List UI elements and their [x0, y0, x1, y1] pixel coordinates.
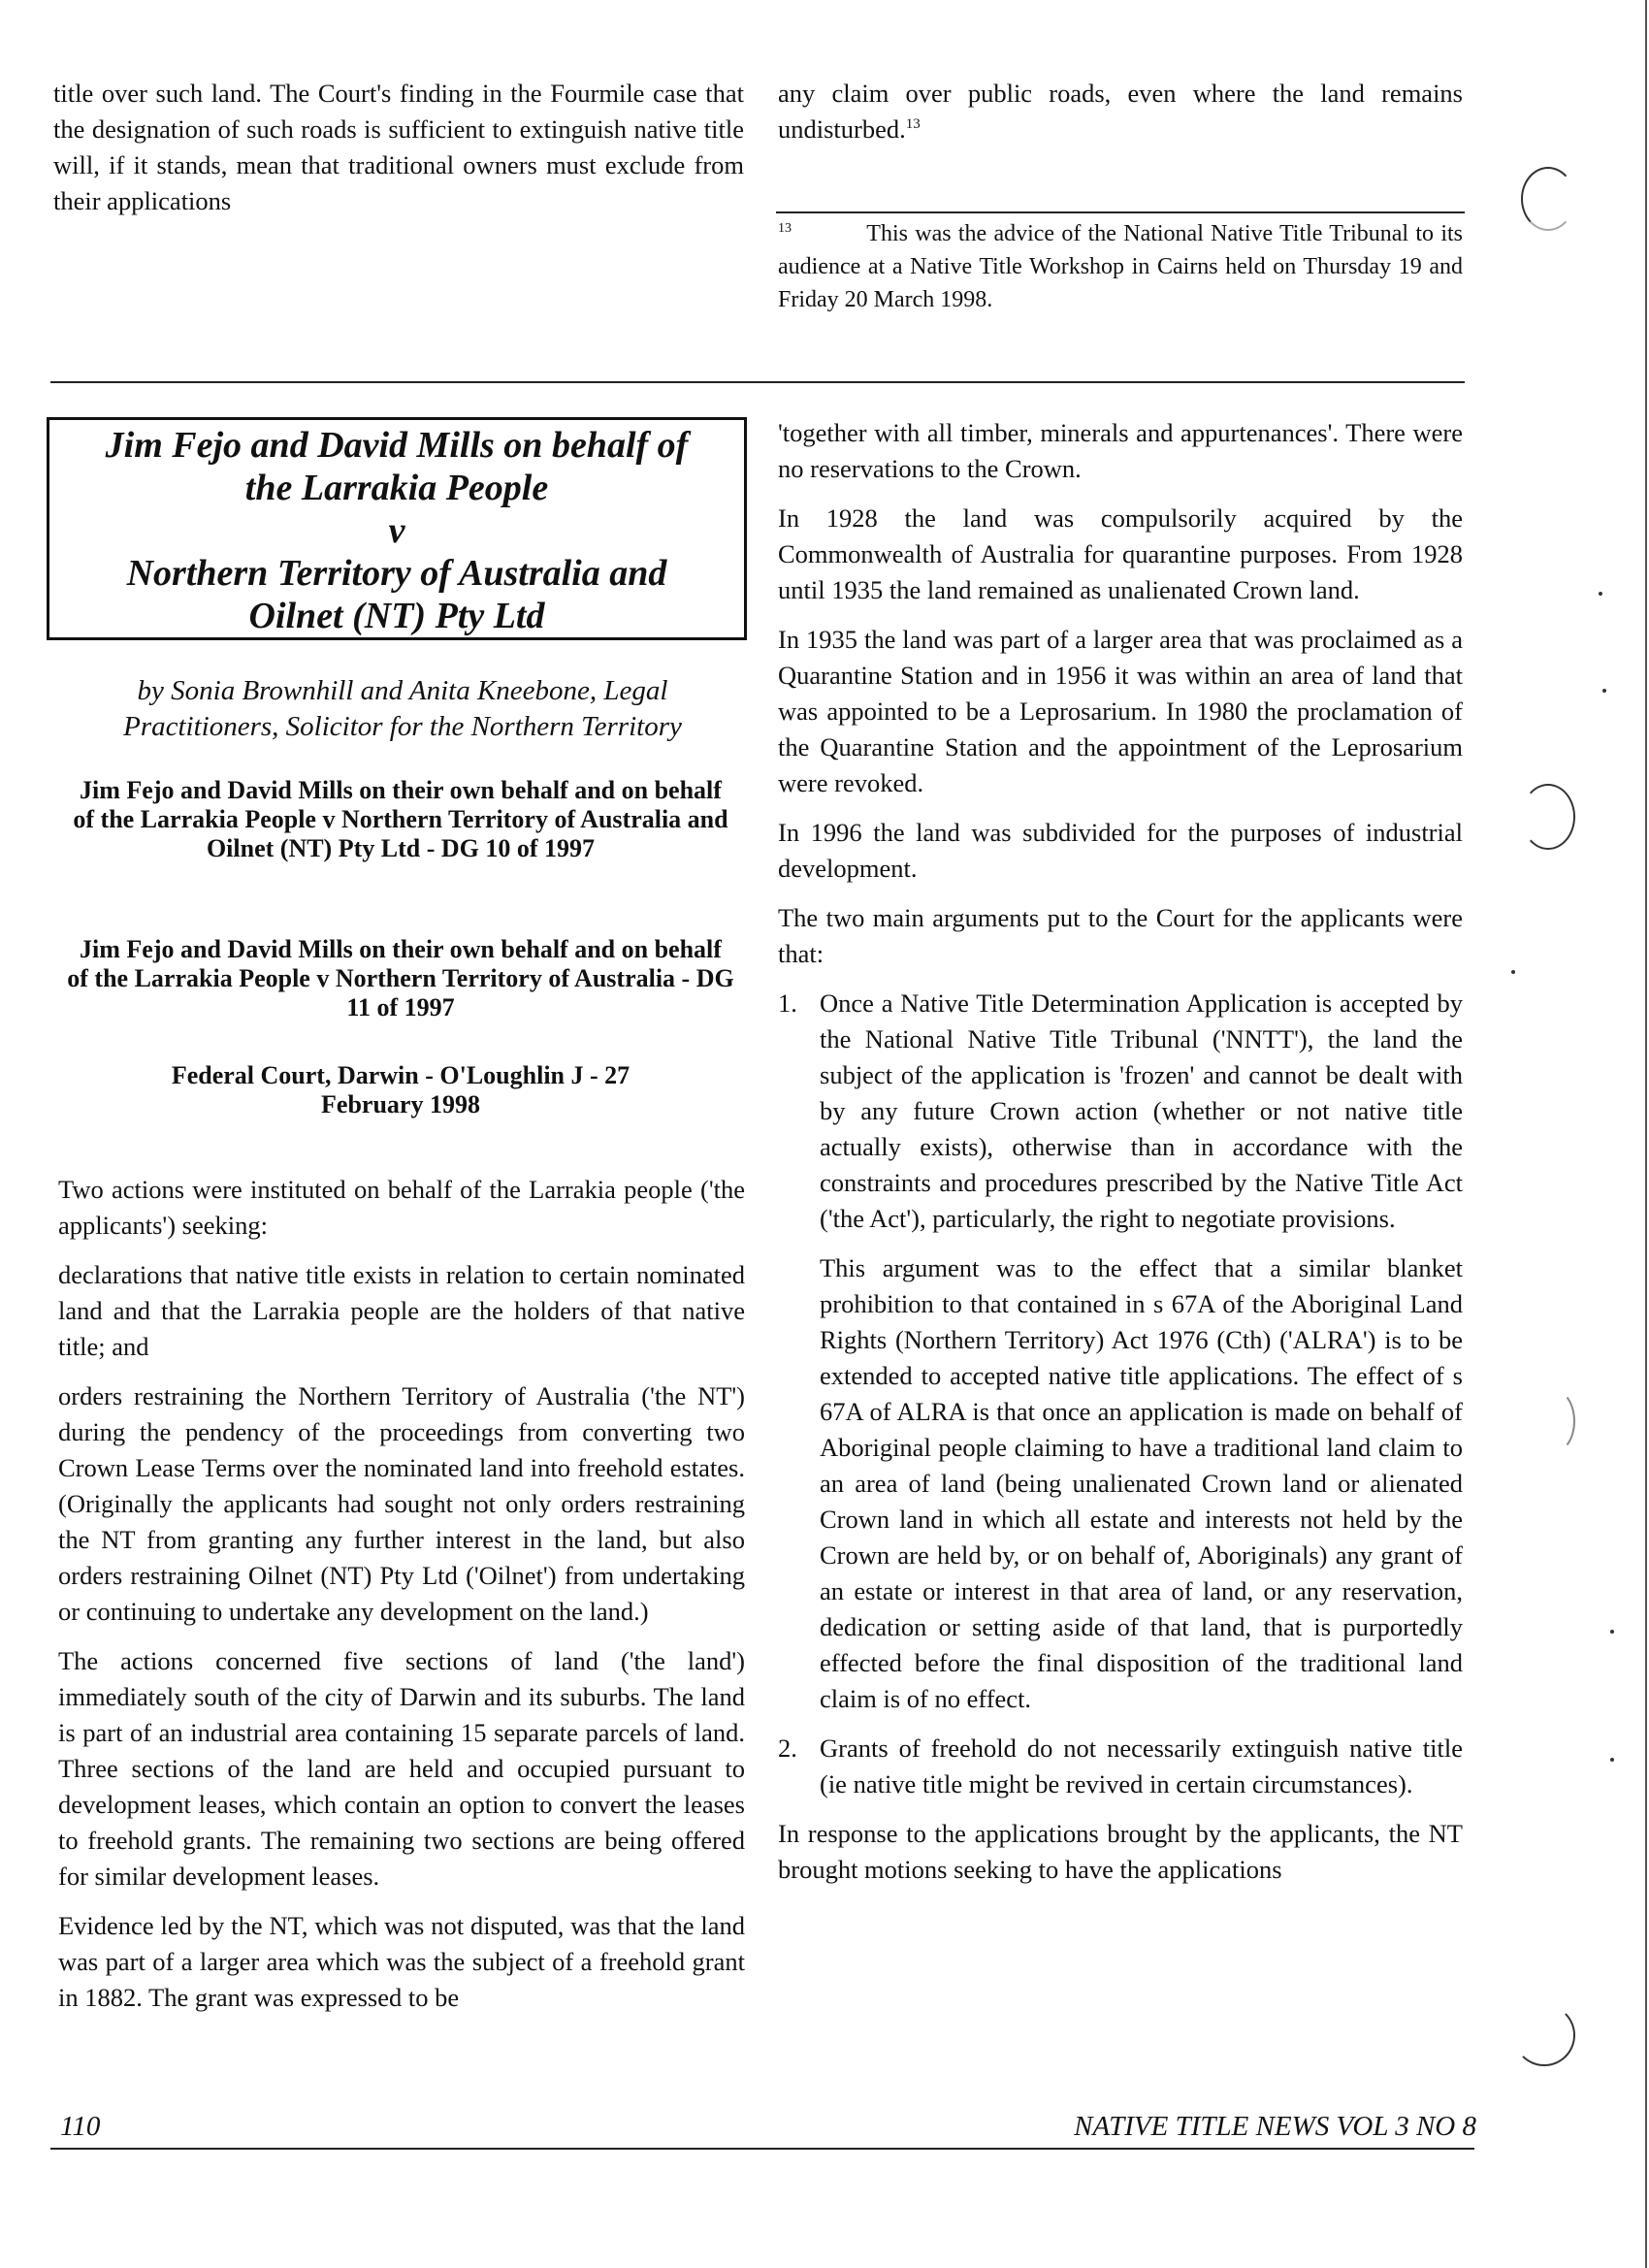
article-title-line: v	[388, 510, 405, 551]
page-edge	[1645, 0, 1647, 2268]
right-body	[778, 415, 1463, 1901]
footnote	[778, 217, 1463, 316]
speck	[1610, 1630, 1614, 1634]
footer-rule	[50, 2148, 1474, 2150]
paragraph: The two main arguments put to the Court for the applicants were that:	[778, 903, 1463, 968]
paragraph: orders restraining the Northern Territory of Australia ('the NT') during the pendency of the proceedings from converting two Crown Lease Terms over the nominated land into freehold estates. (Originally the applicants had sought not only orders restraining the NT from granting any further interest in the land, but also orders restraining Oilnet (NT) Pty Ltd ('Oilnet') from undertaking or continuing to undertake any development on the land.)	[58, 1381, 745, 1626]
paragraph: The actions concerned five sections of land ('the land') immediately south of the city of Darwin and its suburbs. The land is part of an industrial area containing 15 separate parcels of land. Three sections of the land are held and occupied pursuant to development leases, which contain an option to convert the leases to freehold grants. The remaining two sections are being offered for similar development leases.	[58, 1646, 745, 1891]
top-right-paragraph	[778, 76, 1463, 147]
binder-hole-mark	[1513, 2004, 1575, 2066]
paragraph: In 1996 the land was subdivided for the purposes of industrial development.	[778, 818, 1463, 883]
footnote-rule	[776, 211, 1465, 213]
speck	[1599, 592, 1602, 596]
list-item	[778, 986, 1463, 1717]
list-item-continuation: This argument was to the effect that a similar blanket prohibition to that contained in s 67A of the Aboriginal Land Rights (Northern Territory) Act 1976 (Cth) ('ALRA') is to be extended to accepted native title applications. The effect of s 67A of ALRA is that once an application is made on behalf of Aboriginal people claiming to have a traditional land claim to an area of land (being unalienated Crown land or alienated Crown land in which all estate and interests not held by the Crown are held by, or on behalf of, Aboriginals) any grant of an estate or interest in that area of land, or any reservation, dedication or setting aside of that land, that is purportedly effected before the final disposition of the traditional land claim is of no effect.	[820, 1253, 1463, 1713]
case-citation: Jim Fejo and David Mills on their own behalf and on behalf of the Larrakia People v Northern Territory of Australia - DG 11 of 1997	[67, 935, 734, 1021]
paragraph: declarations that native title exists in relation to certain nominated land and that the Larrakia people are the holders of that native title; and	[58, 1260, 745, 1361]
section-divider	[50, 381, 1465, 383]
footnote-number: 13	[778, 221, 792, 236]
list-item	[778, 1731, 1463, 1802]
article-title-line: the Larrakia People	[244, 468, 549, 508]
court-details: Federal Court, Darwin - O'Loughlin J - 27 February 1998	[171, 1061, 630, 1118]
footnote-reference: 13	[905, 116, 921, 133]
publication-footer: NATIVE TITLE NEWS VOL 3 NO 8	[1074, 2111, 1476, 2142]
paragraph: any claim over public roads, even where the land remains undisturbed.	[778, 79, 1463, 144]
binder-hole-mark	[1533, 1389, 1575, 1453]
page-number: 110	[60, 2111, 101, 2142]
paragraph: 'together with all timber, minerals and appurtenances'. There were no reservations to the Crown.	[778, 418, 1463, 483]
speck	[1602, 689, 1606, 693]
list-number: 1.	[778, 988, 797, 1018]
binder-hole-mark	[1521, 167, 1575, 231]
case-citation: Jim Fejo and David Mills on their own behalf and on behalf of the Larrakia People v Northern Territory of Australia and Oilnet (NT) Pty Ltd - DG 10 of 1997	[73, 776, 728, 862]
paragraph: In 1935 the land was part of a larger area that was proclaimed as a Quarantine Station and in 1956 it was within an area of land that was appointed to be a Leprosarium. In 1980 the proclamation of the Quarantine Station and the appointment of the Leprosarium were revoked.	[778, 625, 1463, 797]
article-byline: by Sonia Brownhill and Anita Kneebone, Legal Practitioners, Solicitor for the Northern Territory	[123, 675, 682, 742]
footnote-text: This was the advice of the National Native Title Tribunal to its audience at a Native Title Workshop in Cairns held on Thursday 19 and Friday 20 March 1998.	[778, 221, 1464, 312]
speck	[1511, 970, 1515, 974]
paragraph: Evidence led by the NT, which was not disputed, was that the land was part of a larger area which was the subject of a freehold grant in 1882. The grant was expressed to be	[58, 1911, 745, 2012]
speck	[1610, 1758, 1614, 1762]
paragraph: In response to the applications brought by the applicants, the NT brought motions seeking to have the applications	[778, 1819, 1463, 1884]
paragraph: In 1928 the land was compulsorily acquired by the Commonwealth of Australia for quarantine purposes. From 1928 until 1935 the land remained as unalienated Crown land.	[778, 503, 1463, 604]
paragraph: title over such land. The Court's finding in the Fourmile case that the designation of such roads is sufficient to extinguish native title will, if it stands, mean that traditional owners must exclude from their applications	[53, 79, 744, 215]
list-number: 2.	[778, 1733, 797, 1763]
list-item-text: Grants of freehold do not necessarily extinguish native title (ie native title might be revived in certain circumstances).	[820, 1733, 1463, 1798]
article-title-line: Northern Territory of Australia and	[126, 553, 667, 594]
article-title-line: Oilnet (NT) Pty Ltd	[248, 596, 545, 636]
left-body	[58, 1172, 745, 2029]
paragraph: Two actions were instituted on behalf of the Larrakia people ('the applicants') seeking:	[58, 1175, 745, 1240]
binder-hole-mark	[1521, 784, 1575, 850]
article-title-line: Jim Fejo and David Mills on behalf of	[105, 425, 689, 466]
article-title-box	[47, 417, 747, 640]
list-item-text: Once a Native Title Determination Application is accepted by the National Native Title Tribunal ('NNTT'), the land the subject of the application is 'frozen' and cannot be dealt with by any future Crown action (whether or not native title actually exists), otherwise than in accordance with the constraints and procedures prescribed by the Native Title Act ('the Act'), particularly, the right to negotiate provisions.	[820, 988, 1463, 1233]
top-left-paragraph	[53, 76, 744, 233]
